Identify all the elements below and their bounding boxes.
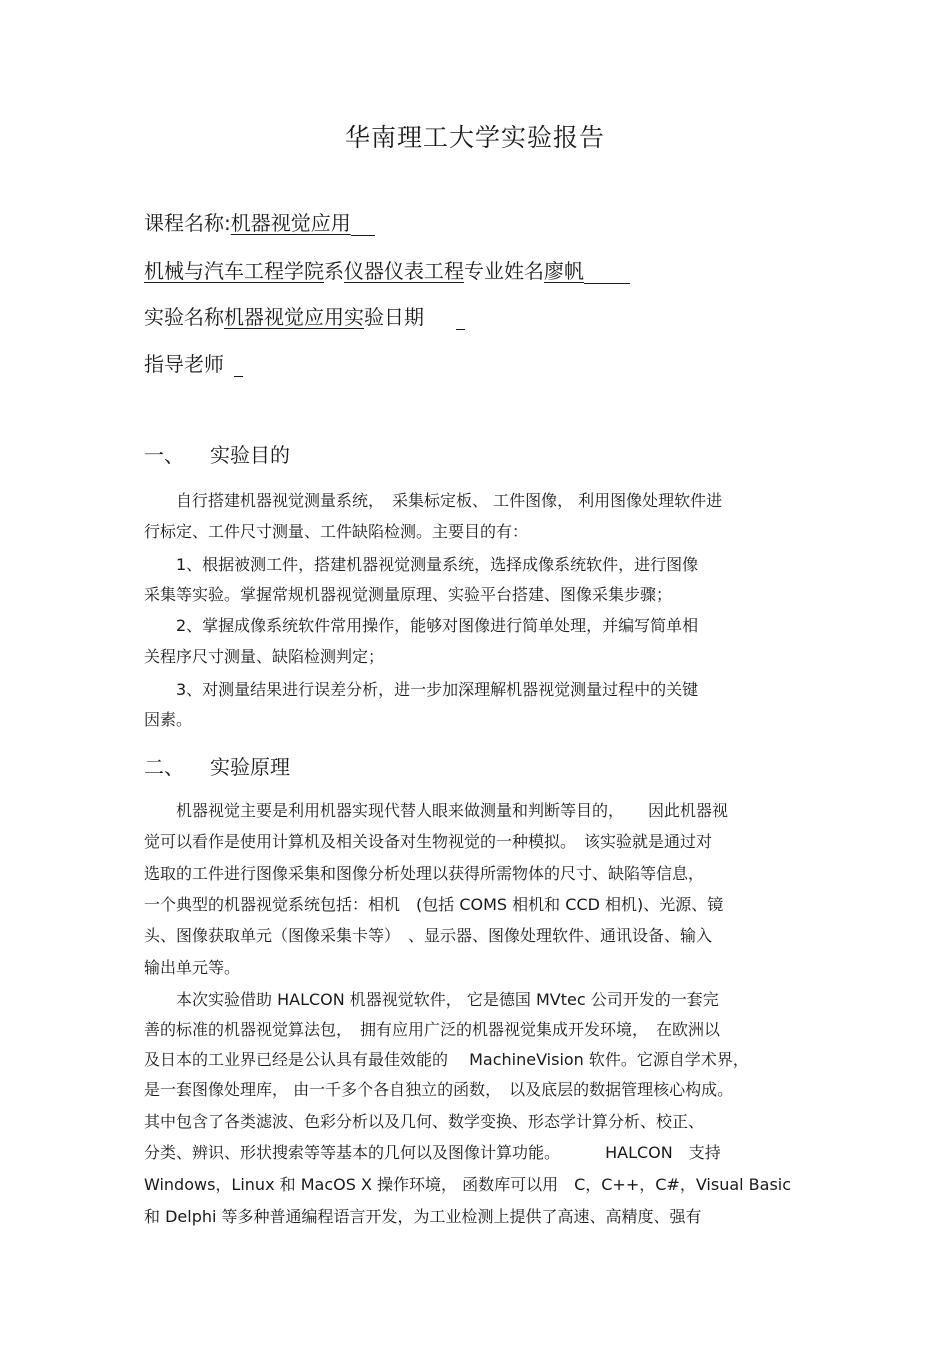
- teacher-blank: [234, 352, 243, 377]
- text-line: 机器视觉主要是利用机器实现代替人眼来做测量和判断等目的， 因此机器视: [144, 801, 729, 820]
- text-line: 和 Delphi 等多种普通编程语言开发，为工业检测上提供了高速、高精度、强有: [144, 1207, 702, 1226]
- teacher-label: 指导老师: [144, 352, 224, 376]
- course-blank: [351, 211, 375, 236]
- dept-label: 系: [324, 259, 344, 283]
- section-heading-1: [144, 439, 290, 468]
- text-line: 是一套图像处理库， 由一千多个各自独立的函数， 以及底层的数据管理核心构成。: [144, 1080, 734, 1099]
- text-line: 及日本的工业界已经是公认具有最佳效能的 MachineVision 软件。它源自学术界，: [144, 1050, 749, 1069]
- text-line: 善的标准的机器视觉算法包， 拥有应用广泛的机器视觉集成开发环境， 在欧洲以: [144, 1020, 721, 1039]
- text-line: 分类、辨识、形状搜索等等基本的几何以及图像计算功能。 HALCON 支持: [144, 1143, 721, 1162]
- course-label: 课程名称:: [144, 211, 231, 235]
- experiment-line: [144, 301, 465, 330]
- text-line: 采集等实验。掌握常规机器视觉测量原理、实验平台搭建、图像采集步骤；: [144, 585, 673, 604]
- section-title: 实验原理: [210, 755, 290, 779]
- text-line: 头、图像获取单元（图像采集卡等） 、显示器、图像处理软件、通讯设备、输入: [144, 926, 713, 945]
- experiment-value: 机器视觉应用实: [224, 305, 364, 329]
- text-line: 一个典型的机器视觉系统包括：相机 (包括 COMS 相机和 CCD 相机)、光源、镜: [144, 895, 724, 914]
- text-line: Windows，Linux 和 MacOS X 操作环境， 函数库可以用 C，C++，C#，Visual Basic: [144, 1175, 792, 1194]
- text-line: 因素。: [144, 710, 193, 729]
- text-line: 关程序尺寸测量、缺陷检测判定；: [144, 647, 385, 666]
- name-value: 廖帆: [544, 259, 584, 283]
- name-blank: [584, 259, 630, 284]
- college-line: [144, 255, 630, 284]
- text-line: 行标定、工件尺寸测量、工件缺陷检测。主要目的有：: [144, 522, 529, 541]
- date-blank: [456, 305, 465, 330]
- major-label: 专业: [464, 259, 504, 283]
- experiment-label: 实验名称: [144, 305, 224, 329]
- section-heading-2: [144, 751, 290, 780]
- section-title: 实验目的: [210, 443, 290, 467]
- text-line: 输出单元等。: [144, 958, 241, 977]
- text-line: 1、根据被测工件，搭建机器视觉测量系统，选择成像系统软件，进行图像: [144, 555, 699, 574]
- text-line: 自行搭建机器视觉测量系统， 采集标定板、 工件图像， 利用图像处理软件进: [144, 491, 723, 510]
- major-value: 仪器仪表工程: [344, 259, 464, 283]
- text-line: 其中包含了各类滤波、色彩分析以及几何、数学变换、形态学计算分析、校正、: [144, 1112, 705, 1131]
- name-label: 姓名: [504, 259, 544, 283]
- text-line: 3、对测量结果进行误差分析，进一步加深理解机器视觉测量过程中的关键: [144, 680, 699, 699]
- course-line: [144, 207, 375, 236]
- experiment-tail: 验: [364, 305, 384, 329]
- text-line: 2、掌握成像系统软件常用操作，能够对图像进行简单处理，并编写简单相: [144, 616, 699, 635]
- date-label: 日期: [384, 305, 424, 329]
- page-title: 华南理工大学实验报告: [344, 123, 605, 152]
- course-value: 机器视觉应用: [230, 211, 351, 235]
- text-line: 本次实验借助 HALCON 机器视觉软件， 它是德国 MVtec 公司开发的一套完: [144, 990, 719, 1009]
- text-line: 选取的工件进行图像采集和图像分析处理以获得所需物体的尺寸、缺陷等信息，: [144, 864, 705, 883]
- college-value: 机械与汽车工程学院: [144, 259, 324, 283]
- section-number: 二、: [144, 755, 184, 779]
- text-line: 觉可以看作是使用计算机及相关设备对生物视觉的一种模拟。 该实验就是通过对: [144, 832, 713, 851]
- teacher-line: [144, 348, 243, 377]
- section-number: 一、: [144, 443, 184, 467]
